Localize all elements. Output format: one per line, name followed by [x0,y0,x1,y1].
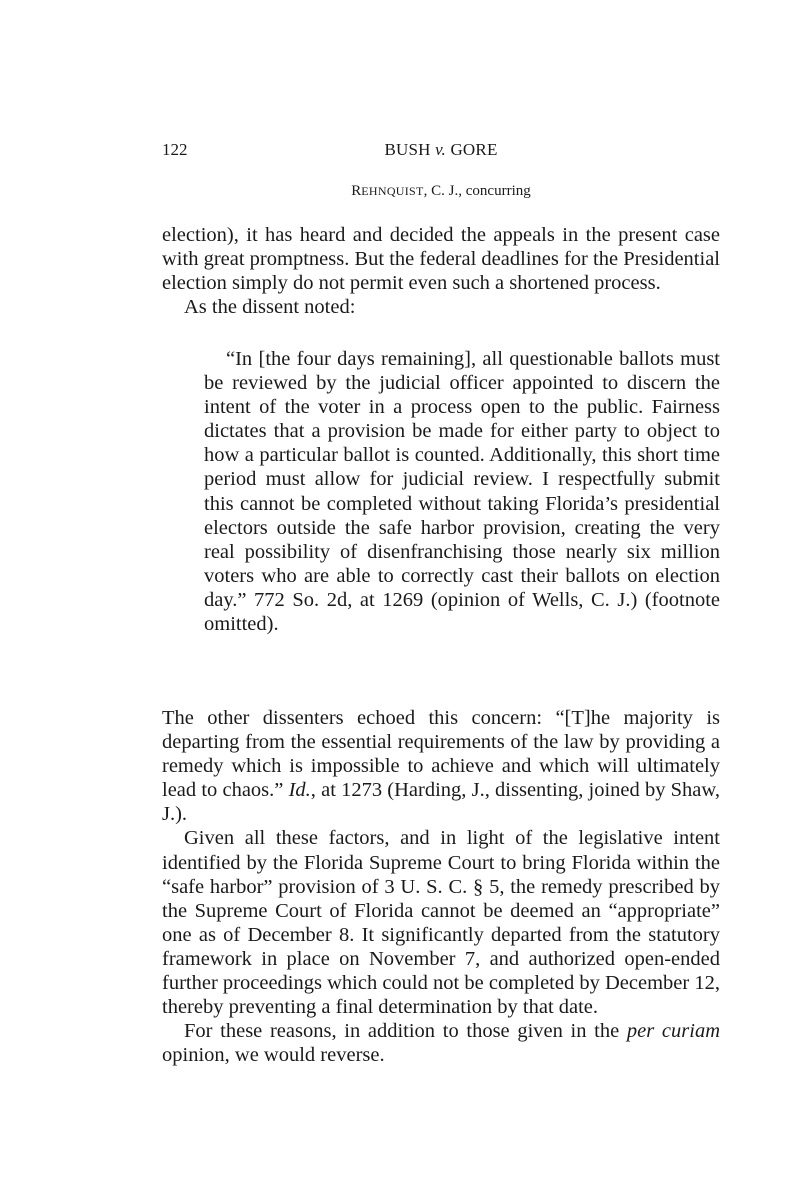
subhead-name: EHNQUIST [361,184,424,198]
citation-id: Id. [288,779,311,802]
per-curiam: per curiam [626,1020,721,1043]
block-quote [204,347,720,636]
paragraph-other-dissenters-cite: , at 1273 (Harding, J., dissenting, joined by Shaw, J.). [162,779,720,826]
case-title-v: v. [435,140,446,159]
subhead-suffix: , C. J., concurring [423,183,531,199]
paragraph-other-dissenters-text: The other dissenters echoed this concern: “[T]he majority is departing from the essential requirements of the law by providing a remedy which is impossible to achieve and which will ultimately lead to chaos.” [162,707,720,802]
case-title [162,138,720,162]
paragraph-given-factors: Given all these factors, and in light of the legislative intent identified by the Florida Supreme Court to bring Florida within the “safe harbor” provision of 3 U. S. C. § 5, the remedy prescribed by the Supreme Court of Florida cannot be deemed an “appropriate” one as of December 8. It significantly departed from the statutory framework in place on November 7, and authorized open-ended further proceedings which could not be completed by December 12, thereby preventing a final determination by that date. [162,827,720,1019]
quote-text: “In [the four days remaining], all questionable ballots must be reviewed by the judicial officer appointed to discern the intent of the voter in a process open to the public. Fairness dictates that a provision be made for either party to object to how a particular ballot is counted. Additionally, this short time period must allow for judicial review. I respectfully submit this cannot be completed without taking Florida’s presidential electors outside the safe harbor provision, creating the very real possibility of disenfranchising those nearly six million voters who are able to correctly cast their ballots on election day.” 772 So. 2d, at 1269 (opinion of Wells, C. J.) (footnote omitted). [204,348,720,636]
page-number: 122 [162,140,188,159]
paragraph-other-dissenters [162,706,720,826]
conclusion-end: opinion, we would reverse. [162,1044,385,1067]
case-title-first: BUSH [384,140,431,159]
running-head [162,138,720,162]
case-title-last: GORE [450,140,498,159]
body-block-lower [162,706,720,1067]
paragraph-conclusion [162,1019,720,1067]
conclusion-text: For these reasons, in addition to those given in the [184,1020,620,1043]
subhead-initial: R [351,183,362,199]
body-block-upper [162,223,720,319]
paragraph-continued: election), it has heard and decided the appeals in the present case with great promptness. But the federal deadlines for the Presidential election simply do not permit even such a shortened process. [162,224,720,295]
opinion-subhead [162,180,720,202]
paragraph-dissent-intro: As the dissent noted: [184,296,356,319]
